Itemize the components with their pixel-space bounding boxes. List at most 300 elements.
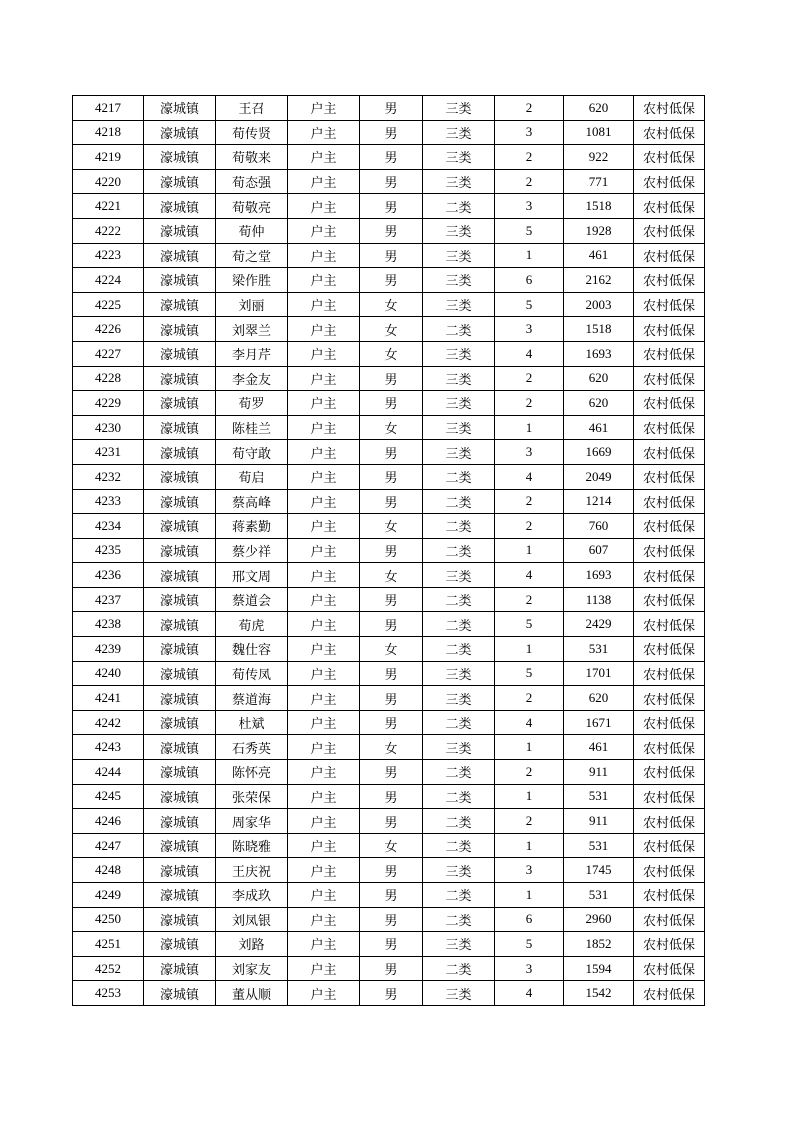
cell-household-size: 5: [495, 932, 564, 957]
cell-town: 濠城镇: [144, 514, 216, 539]
table-row: [73, 489, 705, 514]
cell-serial-number: 4238: [73, 612, 144, 637]
cell-gender: 男: [360, 366, 423, 391]
cell-relation: 户主: [288, 907, 360, 932]
cell-category: 二类: [423, 464, 495, 489]
cell-category: 三类: [423, 932, 495, 957]
cell-category: 二类: [423, 907, 495, 932]
cell-town: 濠城镇: [144, 96, 216, 121]
cell-household-size: 3: [495, 317, 564, 342]
cell-name: 蔡道海: [216, 686, 288, 711]
cell-serial-number: 4240: [73, 661, 144, 686]
cell-relation: 户主: [288, 563, 360, 588]
cell-category: 二类: [423, 587, 495, 612]
table-row: [73, 120, 705, 145]
cell-name: 荀之堂: [216, 243, 288, 268]
cell-gender: 男: [360, 194, 423, 219]
cell-household-size: 6: [495, 268, 564, 293]
table-row: [73, 194, 705, 219]
cell-town: 濠城镇: [144, 612, 216, 637]
cell-town: 濠城镇: [144, 760, 216, 785]
cell-relation: 户主: [288, 661, 360, 686]
cell-program: 农村低保: [634, 366, 705, 391]
cell-category: 二类: [423, 637, 495, 662]
cell-town: 濠城镇: [144, 735, 216, 760]
cell-household-size: 5: [495, 218, 564, 243]
table-row: [73, 833, 705, 858]
cell-program: 农村低保: [634, 268, 705, 293]
cell-relation: 户主: [288, 440, 360, 465]
cell-relation: 户主: [288, 538, 360, 563]
cell-category: 二类: [423, 317, 495, 342]
cell-category: 三类: [423, 341, 495, 366]
cell-serial-number: 4223: [73, 243, 144, 268]
cell-amount: 1081: [564, 120, 634, 145]
cell-category: 三类: [423, 391, 495, 416]
cell-program: 农村低保: [634, 932, 705, 957]
cell-name: 荀启: [216, 464, 288, 489]
cell-serial-number: 4245: [73, 784, 144, 809]
cell-name: 李成玖: [216, 883, 288, 908]
cell-program: 农村低保: [634, 120, 705, 145]
table-row: [73, 661, 705, 686]
cell-program: 农村低保: [634, 514, 705, 539]
cell-amount: 1693: [564, 341, 634, 366]
cell-gender: 男: [360, 932, 423, 957]
table-row: [73, 96, 705, 121]
cell-program: 农村低保: [634, 661, 705, 686]
cell-category: 三类: [423, 735, 495, 760]
cell-town: 濠城镇: [144, 341, 216, 366]
cell-serial-number: 4231: [73, 440, 144, 465]
table-row: [73, 243, 705, 268]
cell-serial-number: 4235: [73, 538, 144, 563]
cell-household-size: 2: [495, 145, 564, 170]
cell-town: 濠城镇: [144, 932, 216, 957]
cell-serial-number: 4220: [73, 169, 144, 194]
cell-serial-number: 4252: [73, 956, 144, 981]
cell-name: 蒋素勤: [216, 514, 288, 539]
cell-household-size: 5: [495, 292, 564, 317]
cell-relation: 户主: [288, 686, 360, 711]
cell-serial-number: 4247: [73, 833, 144, 858]
cell-serial-number: 4250: [73, 907, 144, 932]
cell-gender: 男: [360, 981, 423, 1006]
cell-amount: 461: [564, 735, 634, 760]
cell-amount: 1693: [564, 563, 634, 588]
cell-serial-number: 4221: [73, 194, 144, 219]
table-row: [73, 292, 705, 317]
cell-program: 农村低保: [634, 907, 705, 932]
cell-category: 二类: [423, 833, 495, 858]
cell-name: 陈晓雅: [216, 833, 288, 858]
table-row: [73, 883, 705, 908]
cell-household-size: 2: [495, 686, 564, 711]
cell-name: 荀仲: [216, 218, 288, 243]
cell-town: 濠城镇: [144, 784, 216, 809]
cell-amount: 2960: [564, 907, 634, 932]
cell-relation: 户主: [288, 514, 360, 539]
cell-town: 濠城镇: [144, 587, 216, 612]
cell-town: 濠城镇: [144, 317, 216, 342]
cell-household-size: 2: [495, 760, 564, 785]
cell-gender: 男: [360, 243, 423, 268]
cell-household-size: 5: [495, 612, 564, 637]
cell-program: 农村低保: [634, 169, 705, 194]
cell-relation: 户主: [288, 243, 360, 268]
cell-program: 农村低保: [634, 415, 705, 440]
cell-serial-number: 4230: [73, 415, 144, 440]
cell-name: 陈桂兰: [216, 415, 288, 440]
cell-amount: 461: [564, 415, 634, 440]
cell-amount: 620: [564, 686, 634, 711]
cell-name: 邢文周: [216, 563, 288, 588]
cell-name: 荀罗: [216, 391, 288, 416]
cell-program: 农村低保: [634, 637, 705, 662]
cell-household-size: 5: [495, 661, 564, 686]
cell-household-size: 6: [495, 907, 564, 932]
cell-relation: 户主: [288, 317, 360, 342]
cell-name: 李金友: [216, 366, 288, 391]
cell-program: 农村低保: [634, 833, 705, 858]
table-row: [73, 391, 705, 416]
table-row: [73, 218, 705, 243]
cell-program: 农村低保: [634, 489, 705, 514]
cell-amount: 1701: [564, 661, 634, 686]
cell-relation: 户主: [288, 120, 360, 145]
cell-name: 荀敬亮: [216, 194, 288, 219]
cell-serial-number: 4242: [73, 710, 144, 735]
cell-category: 二类: [423, 489, 495, 514]
table-row: [73, 169, 705, 194]
cell-name: 蔡高峰: [216, 489, 288, 514]
cell-gender: 男: [360, 489, 423, 514]
cell-serial-number: 4219: [73, 145, 144, 170]
cell-program: 农村低保: [634, 96, 705, 121]
cell-gender: 女: [360, 415, 423, 440]
cell-serial-number: 4244: [73, 760, 144, 785]
cell-town: 濠城镇: [144, 883, 216, 908]
cell-household-size: 1: [495, 415, 564, 440]
cell-relation: 户主: [288, 981, 360, 1006]
cell-town: 濠城镇: [144, 218, 216, 243]
cell-gender: 女: [360, 637, 423, 662]
cell-amount: 531: [564, 883, 634, 908]
cell-serial-number: 4217: [73, 96, 144, 121]
cell-name: 蔡少祥: [216, 538, 288, 563]
cell-category: 二类: [423, 760, 495, 785]
table-row: [73, 907, 705, 932]
table-row: [73, 317, 705, 342]
cell-serial-number: 4237: [73, 587, 144, 612]
table-row: [73, 612, 705, 637]
cell-town: 濠城镇: [144, 464, 216, 489]
table-row: [73, 538, 705, 563]
cell-program: 农村低保: [634, 956, 705, 981]
cell-name: 李月芹: [216, 341, 288, 366]
cell-town: 濠城镇: [144, 268, 216, 293]
cell-program: 农村低保: [634, 587, 705, 612]
cell-relation: 户主: [288, 341, 360, 366]
cell-serial-number: 4239: [73, 637, 144, 662]
cell-category: 二类: [423, 809, 495, 834]
cell-amount: 2429: [564, 612, 634, 637]
cell-amount: 1138: [564, 587, 634, 612]
cell-name: 杜斌: [216, 710, 288, 735]
cell-program: 农村低保: [634, 464, 705, 489]
cell-household-size: 2: [495, 366, 564, 391]
cell-amount: 1745: [564, 858, 634, 883]
cell-gender: 男: [360, 784, 423, 809]
cell-category: 二类: [423, 514, 495, 539]
cell-category: 三类: [423, 120, 495, 145]
cell-program: 农村低保: [634, 440, 705, 465]
cell-serial-number: 4226: [73, 317, 144, 342]
cell-household-size: 2: [495, 169, 564, 194]
cell-town: 濠城镇: [144, 489, 216, 514]
cell-relation: 户主: [288, 784, 360, 809]
cell-serial-number: 4232: [73, 464, 144, 489]
cell-town: 濠城镇: [144, 563, 216, 588]
table-row: [73, 760, 705, 785]
cell-gender: 男: [360, 145, 423, 170]
cell-household-size: 1: [495, 833, 564, 858]
cell-category: 二类: [423, 710, 495, 735]
table-row: [73, 956, 705, 981]
cell-gender: 男: [360, 464, 423, 489]
cell-amount: 531: [564, 784, 634, 809]
cell-town: 濠城镇: [144, 637, 216, 662]
cell-amount: 531: [564, 833, 634, 858]
cell-serial-number: 4251: [73, 932, 144, 957]
cell-program: 农村低保: [634, 243, 705, 268]
cell-program: 农村低保: [634, 809, 705, 834]
cell-town: 濠城镇: [144, 415, 216, 440]
cell-name: 刘翠兰: [216, 317, 288, 342]
cell-household-size: 4: [495, 341, 564, 366]
cell-town: 濠城镇: [144, 145, 216, 170]
cell-household-size: 4: [495, 710, 564, 735]
table-row: [73, 145, 705, 170]
cell-town: 濠城镇: [144, 661, 216, 686]
cell-relation: 户主: [288, 932, 360, 957]
table-row: [73, 587, 705, 612]
cell-gender: 女: [360, 341, 423, 366]
cell-category: 三类: [423, 218, 495, 243]
table-row: [73, 784, 705, 809]
cell-household-size: 4: [495, 981, 564, 1006]
cell-gender: 男: [360, 907, 423, 932]
cell-name: 石秀英: [216, 735, 288, 760]
cell-relation: 户主: [288, 735, 360, 760]
cell-program: 农村低保: [634, 292, 705, 317]
cell-amount: 620: [564, 391, 634, 416]
cell-name: 刘凤银: [216, 907, 288, 932]
cell-name: 董从顺: [216, 981, 288, 1006]
cell-town: 濠城镇: [144, 120, 216, 145]
cell-town: 濠城镇: [144, 907, 216, 932]
cell-gender: 男: [360, 538, 423, 563]
cell-relation: 户主: [288, 194, 360, 219]
cell-category: 二类: [423, 194, 495, 219]
cell-amount: 1518: [564, 194, 634, 219]
cell-town: 濠城镇: [144, 710, 216, 735]
cell-town: 濠城镇: [144, 440, 216, 465]
table-row: [73, 366, 705, 391]
table-row: [73, 268, 705, 293]
table-row: [73, 440, 705, 465]
cell-relation: 户主: [288, 96, 360, 121]
cell-household-size: 1: [495, 243, 564, 268]
cell-name: 王召: [216, 96, 288, 121]
cell-household-size: 3: [495, 956, 564, 981]
cell-amount: 1518: [564, 317, 634, 342]
table-row: [73, 735, 705, 760]
cell-household-size: 3: [495, 194, 564, 219]
cell-relation: 户主: [288, 858, 360, 883]
cell-name: 荀传凤: [216, 661, 288, 686]
cell-program: 农村低保: [634, 858, 705, 883]
cell-relation: 户主: [288, 612, 360, 637]
cell-amount: 2162: [564, 268, 634, 293]
cell-gender: 男: [360, 169, 423, 194]
table-row: [73, 415, 705, 440]
cell-serial-number: 4236: [73, 563, 144, 588]
cell-relation: 户主: [288, 218, 360, 243]
cell-gender: 男: [360, 440, 423, 465]
cell-town: 濠城镇: [144, 366, 216, 391]
cell-relation: 户主: [288, 145, 360, 170]
cell-amount: 1669: [564, 440, 634, 465]
cell-gender: 女: [360, 563, 423, 588]
cell-household-size: 3: [495, 858, 564, 883]
cell-gender: 男: [360, 956, 423, 981]
cell-serial-number: 4222: [73, 218, 144, 243]
cell-gender: 男: [360, 661, 423, 686]
cell-amount: 760: [564, 514, 634, 539]
cell-gender: 男: [360, 96, 423, 121]
cell-program: 农村低保: [634, 194, 705, 219]
cell-relation: 户主: [288, 366, 360, 391]
cell-household-size: 1: [495, 637, 564, 662]
table-row: [73, 710, 705, 735]
cell-town: 濠城镇: [144, 956, 216, 981]
cell-program: 农村低保: [634, 218, 705, 243]
cell-name: 梁作胜: [216, 268, 288, 293]
cell-amount: 620: [564, 366, 634, 391]
cell-serial-number: 4233: [73, 489, 144, 514]
cell-relation: 户主: [288, 391, 360, 416]
cell-town: 濠城镇: [144, 809, 216, 834]
cell-relation: 户主: [288, 169, 360, 194]
cell-category: 三类: [423, 268, 495, 293]
cell-gender: 男: [360, 391, 423, 416]
cell-household-size: 3: [495, 440, 564, 465]
cell-household-size: 4: [495, 464, 564, 489]
cell-category: 三类: [423, 661, 495, 686]
cell-gender: 男: [360, 858, 423, 883]
cell-serial-number: 4241: [73, 686, 144, 711]
cell-category: 三类: [423, 440, 495, 465]
cell-name: 魏仕容: [216, 637, 288, 662]
cell-category: 三类: [423, 145, 495, 170]
cell-relation: 户主: [288, 587, 360, 612]
cell-gender: 男: [360, 612, 423, 637]
cell-relation: 户主: [288, 489, 360, 514]
cell-gender: 男: [360, 809, 423, 834]
cell-name: 荀传贤: [216, 120, 288, 145]
cell-town: 濠城镇: [144, 169, 216, 194]
roster-body: [73, 96, 705, 1006]
cell-town: 濠城镇: [144, 981, 216, 1006]
cell-amount: 911: [564, 809, 634, 834]
cell-town: 濠城镇: [144, 243, 216, 268]
cell-household-size: 1: [495, 883, 564, 908]
cell-category: 三类: [423, 243, 495, 268]
cell-serial-number: 4224: [73, 268, 144, 293]
cell-category: 二类: [423, 612, 495, 637]
cell-town: 濠城镇: [144, 391, 216, 416]
cell-serial-number: 4234: [73, 514, 144, 539]
cell-name: 荀敬来: [216, 145, 288, 170]
cell-gender: 男: [360, 268, 423, 293]
cell-household-size: 1: [495, 735, 564, 760]
cell-amount: 1928: [564, 218, 634, 243]
cell-amount: 1214: [564, 489, 634, 514]
cell-gender: 女: [360, 292, 423, 317]
cell-program: 农村低保: [634, 710, 705, 735]
cell-household-size: 2: [495, 809, 564, 834]
table-row: [73, 981, 705, 1006]
cell-program: 农村低保: [634, 612, 705, 637]
cell-household-size: 2: [495, 514, 564, 539]
cell-serial-number: 4249: [73, 883, 144, 908]
cell-relation: 户主: [288, 883, 360, 908]
cell-gender: 男: [360, 710, 423, 735]
cell-program: 农村低保: [634, 735, 705, 760]
table-row: [73, 514, 705, 539]
cell-household-size: 2: [495, 96, 564, 121]
cell-name: 周家华: [216, 809, 288, 834]
cell-relation: 户主: [288, 760, 360, 785]
cell-amount: 1852: [564, 932, 634, 957]
cell-amount: 1594: [564, 956, 634, 981]
cell-serial-number: 4225: [73, 292, 144, 317]
cell-amount: 2003: [564, 292, 634, 317]
cell-relation: 户主: [288, 809, 360, 834]
cell-program: 农村低保: [634, 145, 705, 170]
cell-name: 荀虎: [216, 612, 288, 637]
cell-serial-number: 4229: [73, 391, 144, 416]
cell-amount: 911: [564, 760, 634, 785]
cell-program: 农村低保: [634, 784, 705, 809]
cell-category: 三类: [423, 686, 495, 711]
cell-program: 农村低保: [634, 760, 705, 785]
cell-name: 荀守敢: [216, 440, 288, 465]
cell-category: 二类: [423, 883, 495, 908]
cell-category: 三类: [423, 366, 495, 391]
cell-relation: 户主: [288, 415, 360, 440]
cell-name: 王庆祝: [216, 858, 288, 883]
cell-category: 三类: [423, 415, 495, 440]
cell-gender: 男: [360, 760, 423, 785]
cell-town: 濠城镇: [144, 686, 216, 711]
cell-town: 濠城镇: [144, 292, 216, 317]
cell-amount: 461: [564, 243, 634, 268]
cell-name: 刘丽: [216, 292, 288, 317]
cell-gender: 男: [360, 686, 423, 711]
cell-household-size: 2: [495, 587, 564, 612]
